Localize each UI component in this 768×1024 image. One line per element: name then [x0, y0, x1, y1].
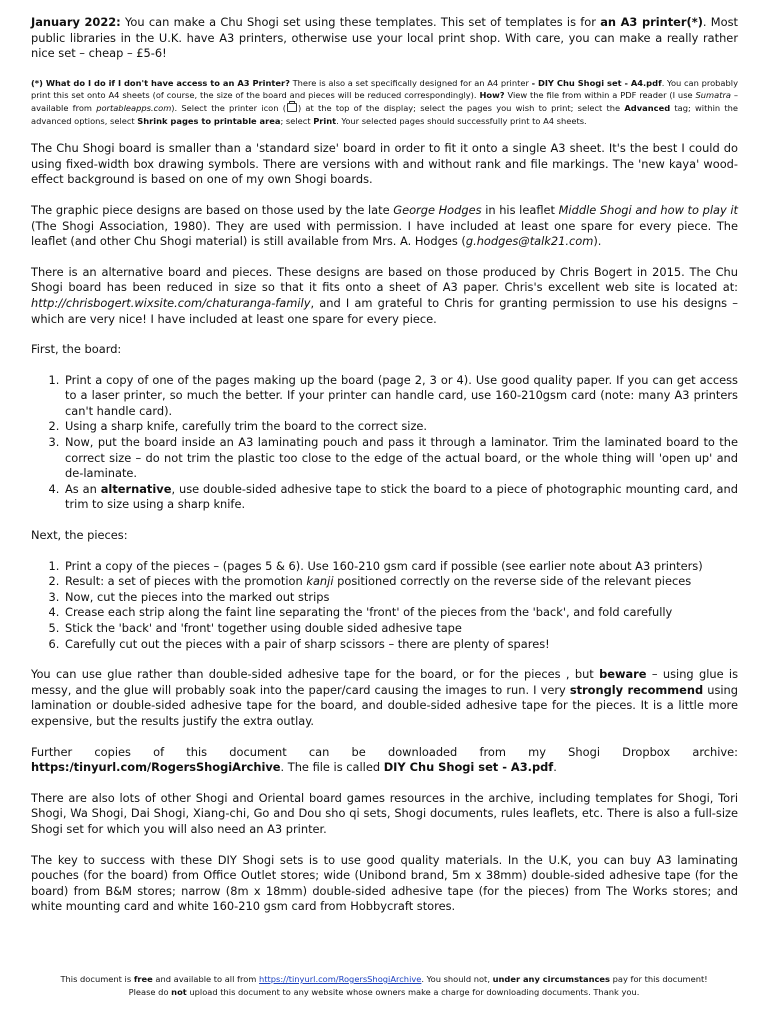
printer-icon — [287, 103, 297, 112]
intro-printer: an A3 printer(*) — [600, 15, 703, 29]
a3-file-name: DIY Chu Shogi set - A3.pdf — [383, 760, 554, 775]
list-item: 6. Carefully cut out the pieces with a pair of sharp scissors – there are plenty of spares! — [63, 637, 738, 653]
list-item: 5. Stick the 'back' and 'front' together using double sided adhesive tape — [63, 621, 738, 637]
list-item: 1. Print a copy of the pieces – (pages 5 & 6). Use 160-210 gsm card if possible (see earlier note about A3 printers) — [63, 559, 738, 575]
archive-url: https:/tinyurl.com/RogersShogiArchive — [31, 760, 281, 775]
alternative-board-paragraph: There is an alternative board and pieces. These designs are based on those produced by Chris Bogert in 2015. The Chu Shogi board has been reduced in size so that it fits onto a sheet of A3 paper. Chris's excellent web site is located at: http://chrisbogert.wixsite.com/chaturanga-family, and I am grateful to Chris for granting permission to use his designs – which are very nice! I have included at least one spare for every piece. — [31, 264, 738, 326]
list-item: 1. Print a copy of one of the pages making up the board (page 2, 3 or 4). Use good quality paper. If you can get access to a laser printer, so much the better. If your printer can handle card, use 160-210gsm card (note: many A3 printers can't handle card). — [63, 373, 738, 420]
graphic-designs-paragraph: The graphic piece designs are based on those used by the late George Hodges in his leaflet Middle Shogi and how to play it (The Shogi Association, 1980). They are used with permission. I have included at least one spare for every piece. The leaflet (and other Chu Shogi material) is still available from Mrs. A. Hodges (g.hodges@talk21.com). — [31, 202, 738, 249]
footer-line-2: Please do not upload this document to any website whose owners make a charge for downloading documents. Thank you. — [128, 987, 640, 997]
board-steps-list — [31, 373, 738, 513]
intro-date: January 2022: — [31, 15, 121, 29]
list-item: 3. Now, cut the pieces into the marked out strips — [63, 590, 738, 606]
key-to-success-paragraph: The key to success with these DIY Shogi sets is to use good quality materials. In the U.K, you can buy A3 laminating pouches (for the board) from Office Outlet stores; wide (Unibond brand, 5m x 38mm) double-sided adhesive tape (for the board) from B&M stores; narrow (8m x 18mm) double-sided adhesive tape (for the pieces) from The Works stores; and white mounting card and white 160-210 gsm card from Hobbycraft stores. — [31, 852, 738, 914]
list-item: 4. Crease each strip along the faint line separating the 'front' of the pieces from the 'back', and fold carefully — [63, 605, 738, 621]
a4-note-paragraph: (*) What do I do if I don't have access to an A3 Printer? There is also a set specifically designed for an A4 printer - DIY Chu Shogi set - A4.pdf. You can probably print this set onto A4 sheets (of course, the size of the board and pieces will be reduced correspondingly). How? View the file from within a PDF reader (I use Sumatra – available from portableapps.com). Select the printer icon ( ) at the top of the display; select the pages you wish to print; select the Advanced tag; within the advanced options, select Shrink pages to printable area; select Print. Your selected pages should successfully print to A4 sheets. — [31, 77, 739, 126]
pieces-heading: Next, the pieces: — [31, 528, 128, 543]
copies-paragraph: Further copies of this document can be downloaded from my Shogi Dropbox archive: https:/tinyurl.com/RogersShogiArchive. The file is called DIY Chu Shogi set - A3.pdf. — [31, 744, 738, 775]
intro-paragraph: January 2022: You can make a Chu Shogi set using these templates. This set of templates is for an A3 printer(*). Most public libraries in the U.K. have A3 printers, otherwise use your local print shop. With care, you can make a really rather nice set – cheap – £5-6! — [31, 15, 738, 61]
list-item: 2. Result: a set of pieces with the promotion kanji positioned correctly on the reverse side of the relevant pieces — [63, 574, 738, 590]
pieces-steps-list — [31, 559, 738, 653]
board-description-paragraph: The Chu Shogi board is smaller than a 'standard size' board in order to fit it onto a single A3 sheet. It's the best I could do using fixed-width box drawing symbols. There are versions with and without rank and file markings. The 'new kaya' wood-effect background is based on one of my own Shogi boards. — [31, 141, 738, 187]
bogert-url: http://chrisbogert.wixsite.com/chaturanga-family — [31, 295, 311, 310]
page-footer — [0, 973, 768, 999]
resources-paragraph: There are also lots of other Shogi and Oriental board games resources in the archive, including templates for Shogi, Tori Shogi, Wa Shogi, Dai Shogi, Xiang-chi, Go and Dou sho qi sets, Shogi documents, rules leaflets, etc. There is also a full-size Shogi set for which you will also need an A3 printer. — [31, 790, 738, 836]
list-item: 2. Using a sharp knife, carefully trim the board to the correct size. — [63, 419, 738, 435]
board-heading: First, the board: — [31, 342, 122, 357]
glue-paragraph: You can use glue rather than double-sided adhesive tape for the board, or for the pieces , but beware – using glue is messy, and the glue will probably soak into the paper/card causing the images to run. I very strongly recommend using lamination or double-sided adhesive tape for the board, and double-sided adhesive tape for the pieces. It is a little more expensive, but the results justify the extra outlay. — [31, 667, 739, 728]
a4-file-name: - DIY Chu Shogi set - A4.pdf — [531, 77, 662, 88]
footer-archive-link[interactable]: https://tinyurl.com/RogersShogiArchive — [259, 974, 422, 984]
list-item: 3. Now, put the board inside an A3 laminating pouch and pass it through a laminator. Trim the laminated board to the correct size – do not trim the plastic too close to the edge of the actual board, or the whole thing will 'open up' and de-laminate. — [63, 435, 738, 482]
document-body — [31, 15, 738, 930]
footer-line-1: This document is free and available to all from https://tinyurl.com/RogersShogiArchive. You should not, under any circumstances pay for this document! — [60, 974, 708, 984]
email-address: g.hodges@talk21.com — [465, 234, 594, 249]
list-item: 4. As an alternative, use double-sided adhesive tape to stick the board to a piece of photographic mounting card, and trim to size using a sharp knife. — [63, 482, 738, 513]
